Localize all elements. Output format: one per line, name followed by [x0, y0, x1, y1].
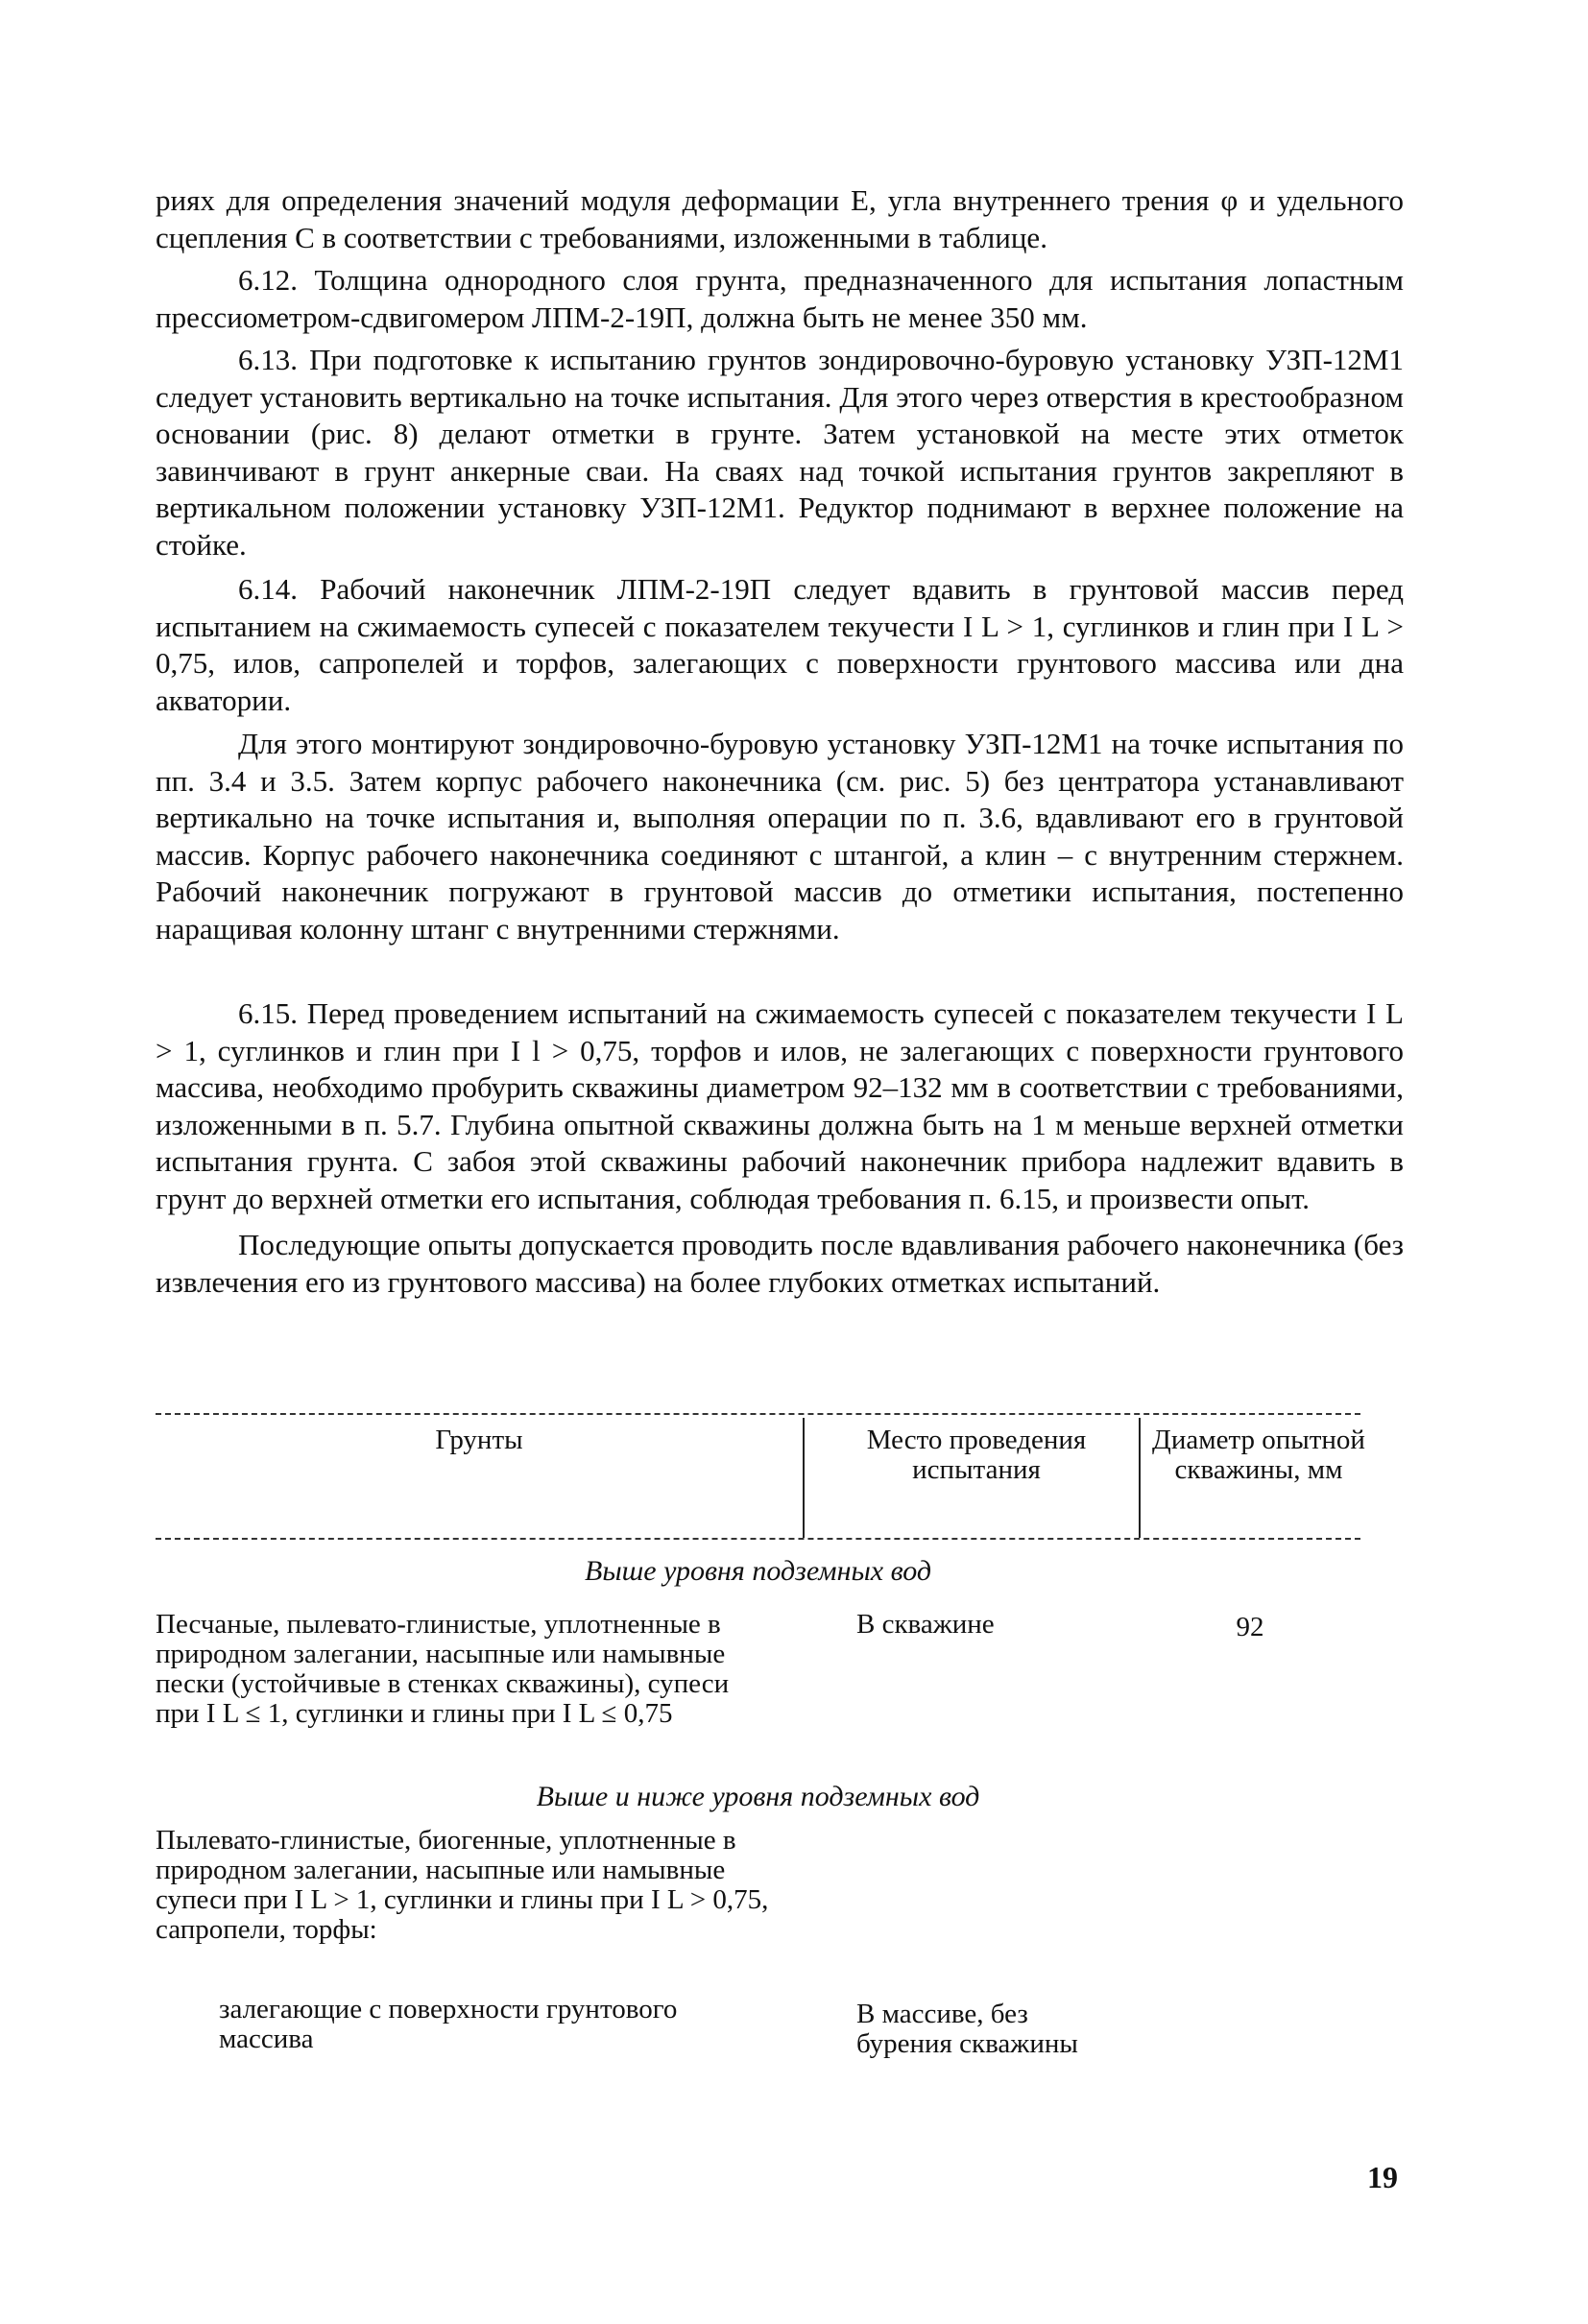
- header-diameter: Диаметр опытной скважины, мм: [1152, 1425, 1365, 1485]
- paragraph-6-15: 6.15. Перед проведением испытаний на сжимаемость супесей с показателем текучести I L > 1, суглинков и глин при I l > 0,75, торфов и илов, не залегающих с поверхности грунтового массива, необходимо пробурить скважины диаметром 92–132 мм в соответствии с требованиями, изложенными в п. 5.7. Глубина опытной скважины должна быть на 1 м меньше верхней отметки испытания грунта. С забоя этой скважины рабочий наконечник прибора надлежит вдавить в грунт до верхней отметки его испытания, соблюдая требования п. 6.15, и произвести опыт.: [156, 996, 1404, 1215]
- header-divider-1: [803, 1418, 805, 1538]
- row1-place: В скважине: [856, 1609, 995, 1640]
- header-divider-2: [1139, 1418, 1141, 1538]
- table-top-rule: [156, 1413, 1360, 1415]
- row2-soil: Пылевато-глинистые, биогенные, уплотненные в природном залегании, насыпные или намывные супеси при I L > 1, суглинки и глины при I L > 0,75, сапропели, торфы:: [156, 1825, 769, 1945]
- row2-place: В массиве, без бурения скважины: [856, 1999, 1078, 2059]
- row2-subsoil: залегающие с поверхности грунтового массива: [219, 1994, 678, 2054]
- paragraph-continuation: риях для определения значений модуля деформации Е, угла внутреннего трения φ и удельного сцепления С в соответствии с требованиями, изложенными в таблице.: [156, 183, 1404, 254]
- row1-diameter: 92: [1236, 1612, 1264, 1642]
- paragraph-subsequent: Последующие опыты допускается проводить после вдавливания рабочего наконечника (без извлечения его из грунтового массива) на более глубоких отметках испытаний.: [156, 1228, 1404, 1299]
- table-header-rule: [156, 1538, 1360, 1540]
- paragraph-6-14-cont: Для этого монтируют зондировочно-буровую установку УЗП-12М1 на точке испытания по пп. 3.4 и 3.5. Затем корпус рабочего наконечника (см. рис. 5) без центратора устанавливают вертикально на точке испытания и, выполняя операции по п. 3.6, вдавливают его в грунтовой массив. Корпус рабочего наконечника соединяют с штангой, а клин – с внутренним стержнем. Рабочий наконечник погружают в грунтовой массив до отметики испытания, постепенно наращивая колонну штанг с внутренними стержнями.: [156, 727, 1404, 946]
- paragraph-6-13: 6.13. При подготовке к испытанию грунтов зондировочно-буровую установку УЗП-12М1 следует установить вертикально на точке испытания. Для этого через отверстия в крестообразном основании (рис. 8) делают отметки в грунте. Затем установкой на месте этих отметок завинчивают в грунт анкерные сваи. На сваях над точкой испытания грунтов закрепляют в вертикальном положении установку УЗП-12М1. Редуктор поднимают в верхнее положение на стойке.: [156, 343, 1404, 562]
- paragraph-6-14: 6.14. Рабочий наконечник ЛПМ-2-19П следует вдавить в грунтовой массив перед испытанием на сжимаемость супесей с показателем текучести I L > 1, суглинков и глин при I L > 0,75, илов, сапропелей и торфов, залегающих с поверхности грунтового массива или дна акватории.: [156, 572, 1404, 717]
- header-place: Место проведения испытания: [866, 1425, 1087, 1485]
- table-header: [156, 1418, 1365, 1538]
- page-number: 19: [1367, 2160, 1398, 2194]
- header-soils: Грунты: [435, 1425, 523, 1455]
- paragraph-6-12: 6.12. Толщина однородного слоя грунта, предназначенного для испытания лопастным прессиометром-сдвигомером ЛПМ-2-19П, должна быть не менее 350 мм.: [156, 263, 1404, 334]
- row1-soil: Песчаные, пылевато-глинистые, уплотненные в природном залегании, насыпные или намывные пески (устойчивые в стенках скважины), супеси при I L ≤ 1, суглинки и глины при I L ≤ 0,75: [156, 1609, 730, 1729]
- section-above-below-groundwater: Выше и ниже уровня подземных вод: [536, 1781, 980, 1812]
- section-above-groundwater: Выше уровня подземных вод: [585, 1555, 931, 1587]
